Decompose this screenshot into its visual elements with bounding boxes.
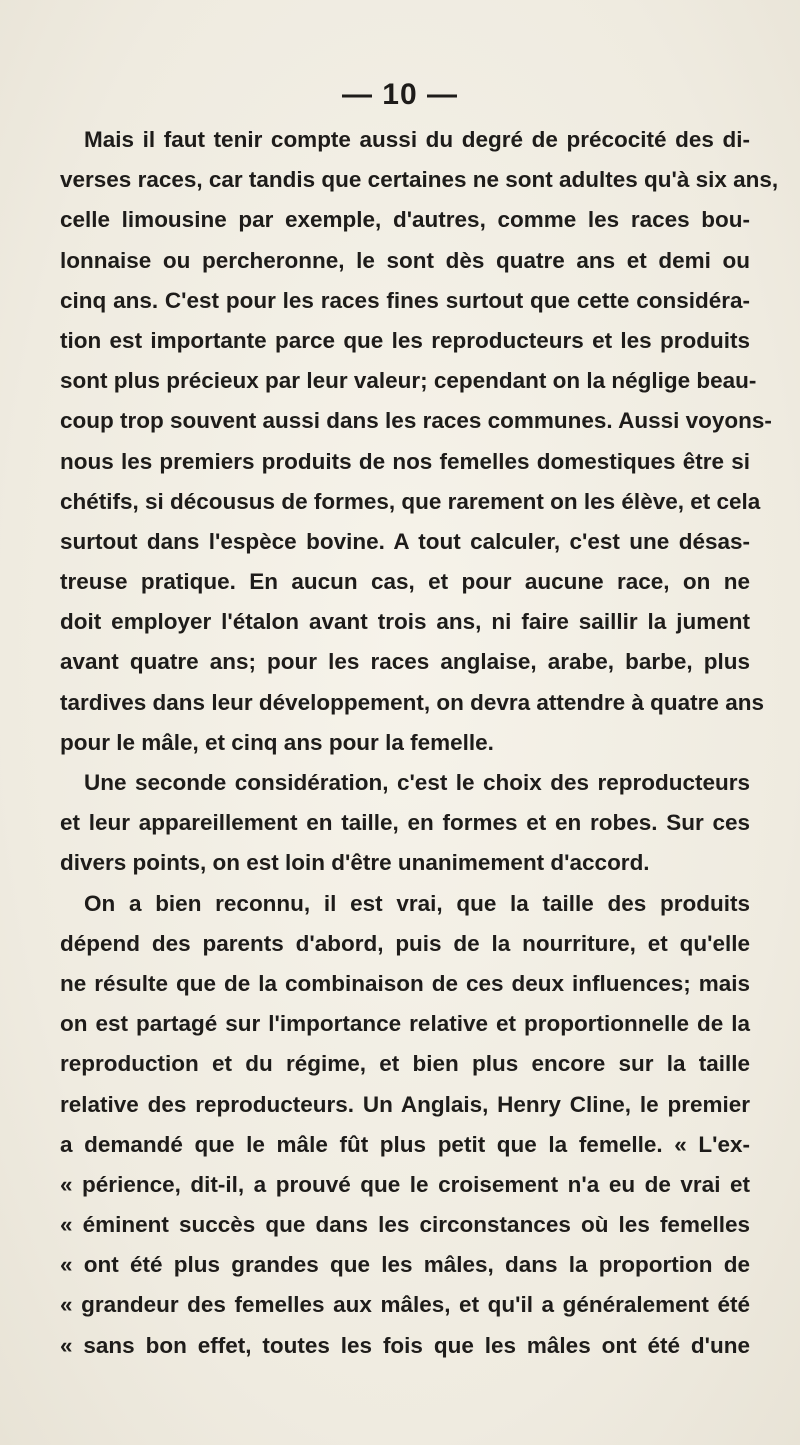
text-line: avant quatre ans; pour les races anglaise, arabe, barbe, plus [60,649,750,675]
text-line: « périence, dit-il, a prouvé que le croisement n'a eu de vrai et [60,1171,750,1197]
text-line: Mais il faut tenir compte aussi du degré de précocité des di- [84,127,750,152]
text-line: On a bien reconnu, il est vrai, que la taille des produits [84,890,750,916]
text-line: reproduction et du régime, et bien plus encore sur la taille [60,1051,750,1077]
text-line: doit employer l'étalon avant trois ans, ni faire saillir la jument [60,609,750,635]
text-line: verses races, car tandis que certaines ne sont adultes qu'à six ans, [60,167,779,193]
text-line: ne résulte que de la combinaison de ces deux influences; mais [60,970,750,996]
text-line: « grandeur des femelles aux mâles, et qu'il a généralement été [60,1292,750,1318]
text-line: tardives dans leur développement, on devra attendre à quatre ans [60,689,764,715]
text-line: chétifs, si décousus de formes, que rarement on les élève, et cela [60,488,761,514]
body-text [60,120,779,1366]
text-line: sont plus précieux par leur valeur; cependant on la néglige beau- [60,368,757,394]
text-line: on est partagé sur l'importance relative et proportionnelle de la [60,1011,750,1037]
text-line: cinq ans. C'est pour les races fines surtout que cette considéra- [60,287,750,313]
text-line: celle limousine par exemple, d'autres, comme les races bou- [60,207,750,233]
text-line: tion est importante parce que les reproducteurs et les produits [60,327,750,353]
text-line: Une seconde considération, c'est le choix des reproducteurs [84,770,750,795]
text-line: treuse pratique. En aucun cas, et pour aucune race, on ne [60,569,750,595]
text-line: coup trop souvent aussi dans les races communes. Aussi voyons- [60,408,772,434]
text-line: « éminent succès que dans les circonstances où les femelles [60,1212,750,1238]
text-line: pour le mâle, et cinq ans pour la femelle. [60,729,494,755]
text-line: dépend des parents d'abord, puis de la nourriture, et qu'elle [60,930,750,956]
text-line: lonnaise ou percheronne, le sont dès quatre ans et demi ou [60,247,750,273]
text-line: relative des reproducteurs. Un Anglais, Henry Cline, le premier [60,1091,750,1117]
text-line: a demandé que le mâle fût plus petit que la femelle. « L'ex- [60,1131,750,1157]
text-line: nous les premiers produits de nos femelles domestiques être si [60,448,750,474]
text-line: divers points, on est loin d'être unanimement d'accord. [60,850,650,876]
text-line: et leur appareillement en taille, en formes et en robes. Sur ces [60,810,750,836]
text-line: surtout dans l'espèce bovine. A tout calculer, c'est une désas- [60,528,750,554]
page-number: — 10 — [341,78,459,111]
text-line: « sans bon effet, toutes les fois que les mâles ont été d'une [60,1332,750,1358]
text-line: « ont été plus grandes que les mâles, dans la proportion de [60,1252,750,1278]
